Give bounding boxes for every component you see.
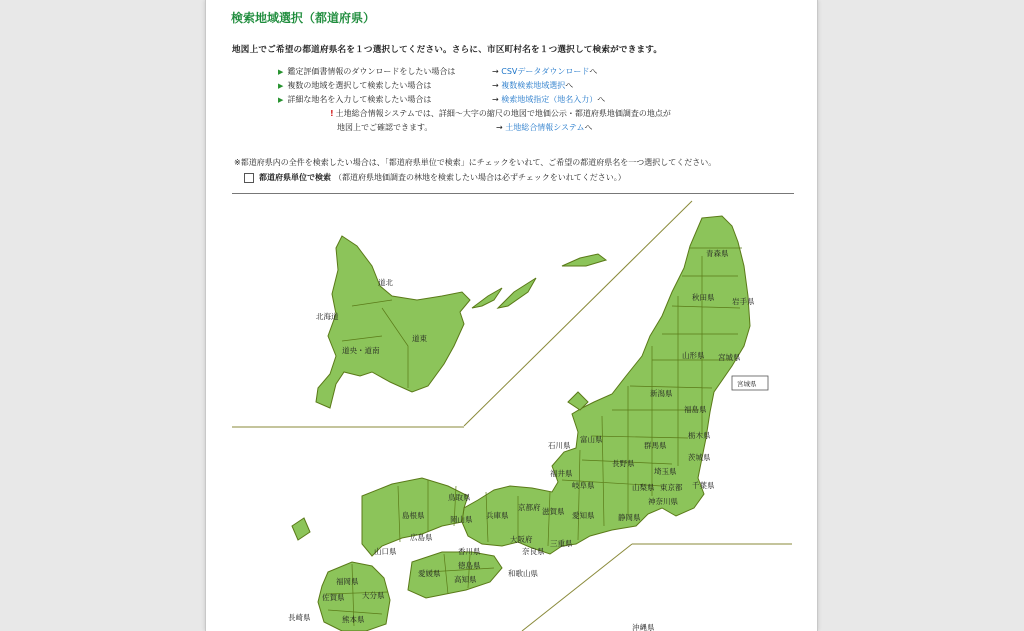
prefecture-label[interactable]: 徳島県: [458, 561, 481, 570]
multi-area-link[interactable]: 複数検索地域選択: [501, 81, 566, 90]
prefecture-label[interactable]: 山梨県: [632, 483, 655, 492]
label-hokkaido: 北海道: [316, 312, 339, 321]
checkbox-label[interactable]: 都道府県単位で検索: [259, 173, 331, 182]
prefecture-label[interactable]: 新潟県: [650, 389, 673, 398]
prefecture-label[interactable]: 滋賀県: [542, 507, 565, 516]
arrow-icon: →: [492, 81, 499, 90]
prefecture-label[interactable]: 福岡県: [336, 577, 359, 586]
prefecture-label[interactable]: 秋田県: [692, 293, 715, 302]
prefecture-label[interactable]: 茨城県: [688, 453, 711, 462]
land-info-note-2: [337, 122, 593, 133]
link-suffix: へ: [584, 123, 593, 132]
prefecture-label[interactable]: 愛知県: [572, 511, 595, 520]
hokkaido-region[interactable]: [316, 236, 606, 408]
triangle-icon: ▶: [278, 82, 284, 90]
prefecture-label[interactable]: 千葉県: [692, 481, 715, 490]
prefecture-label[interactable]: 京都府: [518, 503, 541, 512]
arrow-icon: →: [492, 67, 499, 76]
arrow-icon: →: [492, 95, 499, 104]
prefecture-tooltip: [732, 376, 768, 390]
page-title: 検索地域選択（都道府県）: [231, 11, 376, 25]
prefecture-label[interactable]: 青森県: [706, 249, 729, 258]
option-placename: [278, 94, 606, 105]
prefecture-label[interactable]: 佐賀県: [322, 593, 345, 602]
prefecture-label[interactable]: 兵庫県: [486, 511, 509, 520]
prefecture-label[interactable]: 石川県: [548, 441, 571, 450]
prefecture-label[interactable]: 愛媛県: [418, 569, 441, 578]
prefecture-label[interactable]: 鳥取県: [448, 493, 471, 502]
prefecture-search-row: [244, 172, 626, 183]
option-label: 鑑定評価書情報のダウンロードをしたい場合は: [287, 67, 456, 76]
label-doto[interactable]: 道東: [412, 334, 427, 343]
prefecture-label[interactable]: 静岡県: [618, 513, 641, 522]
prefecture-label[interactable]: 群馬県: [644, 441, 667, 450]
intro-text: 地図上でご希望の都道府県名を１つ選択してください。さらに、市区町村名を１つ選択して検索ができます。: [232, 45, 663, 55]
option-multi: [278, 80, 574, 91]
inset-divider: [522, 544, 632, 631]
prefecture-label[interactable]: 岡山県: [450, 515, 473, 524]
prefecture-label[interactable]: 長崎県: [288, 613, 311, 622]
prefecture-label[interactable]: 山形県: [682, 351, 705, 360]
option-label: 詳細な地名を入力して検索したい場合は: [287, 95, 432, 104]
japan-map[interactable]: [232, 196, 792, 631]
prefecture-label[interactable]: 山口県: [374, 547, 397, 556]
triangle-icon: ▶: [278, 68, 284, 76]
prefecture-label[interactable]: 三重県: [550, 539, 573, 548]
exclamation-icon: !: [330, 109, 334, 118]
prefecture-label[interactable]: 和歌山県: [508, 569, 538, 578]
prefecture-label[interactable]: 東京都: [660, 483, 683, 492]
divider: [232, 193, 794, 194]
prefecture-label[interactable]: 香川県: [458, 547, 481, 556]
prefecture-label[interactable]: 広島県: [410, 533, 433, 542]
arrow-icon: →: [496, 123, 503, 132]
checkbox-note: （都道府県地価調査の林地を検索したい場合は必ずチェックをいれてください。）: [334, 173, 626, 182]
prefecture-label[interactable]: 岩手県: [732, 297, 755, 306]
option-label: 複数の地域を選択して検索したい場合は: [287, 81, 432, 90]
prefecture-label[interactable]: 富山県: [580, 435, 603, 444]
prefecture-label[interactable]: 岐阜県: [572, 481, 595, 490]
placename-search-link[interactable]: 検索地域指定（地名入力）: [501, 95, 598, 104]
prefecture-label[interactable]: 長野県: [612, 459, 635, 468]
land-note-line2: 地図上でご確認できます。: [337, 123, 433, 132]
link-suffix: へ: [565, 81, 574, 90]
prefecture-label[interactable]: 大分県: [362, 591, 385, 600]
link-suffix: へ: [589, 67, 598, 76]
prefecture-unit-checkbox[interactable]: [244, 173, 254, 183]
label-dohoku[interactable]: 道北: [378, 278, 393, 287]
land-info-note: [330, 108, 671, 119]
prefecture-label[interactable]: 沖縄県: [632, 623, 655, 631]
prefecture-label[interactable]: 高知県: [454, 575, 477, 584]
prefecture-label[interactable]: 熊本県: [342, 615, 365, 624]
prefecture-label[interactable]: 福島県: [684, 405, 707, 414]
csv-download-link[interactable]: CSVデータダウンロード: [501, 67, 590, 76]
prefecture-label[interactable]: 埼玉県: [654, 467, 677, 476]
link-suffix: へ: [597, 95, 606, 104]
all-search-note: ※都道府県内の全件を検索したい場合は、「都道府県単位で検索」にチェックをいれて、ご希望の都道府県名を一つ選択してください。: [234, 158, 717, 167]
prefecture-label[interactable]: 栃木県: [688, 431, 711, 440]
label-doo-donan[interactable]: 道央・道南: [342, 346, 380, 355]
triangle-icon: ▶: [278, 96, 284, 104]
land-info-system-link[interactable]: 土地総合情報システム: [505, 123, 585, 132]
content-panel: [205, 0, 818, 631]
tooltip-text: 宮城県: [737, 380, 757, 388]
prefecture-label[interactable]: 大阪府: [510, 535, 533, 544]
prefecture-label[interactable]: 奈良県: [522, 547, 545, 556]
prefecture-label[interactable]: 福井県: [550, 469, 573, 478]
prefecture-label[interactable]: 宮城県: [718, 353, 741, 362]
option-csv: [278, 66, 598, 77]
prefecture-label[interactable]: 神奈川県: [648, 497, 678, 506]
land-note-line1: 土地総合情報システムでは、詳細～大字の縮尺の地図で地価公示・都道府県地価調査の地点が: [335, 109, 671, 118]
prefecture-label[interactable]: 島根県: [402, 511, 425, 520]
